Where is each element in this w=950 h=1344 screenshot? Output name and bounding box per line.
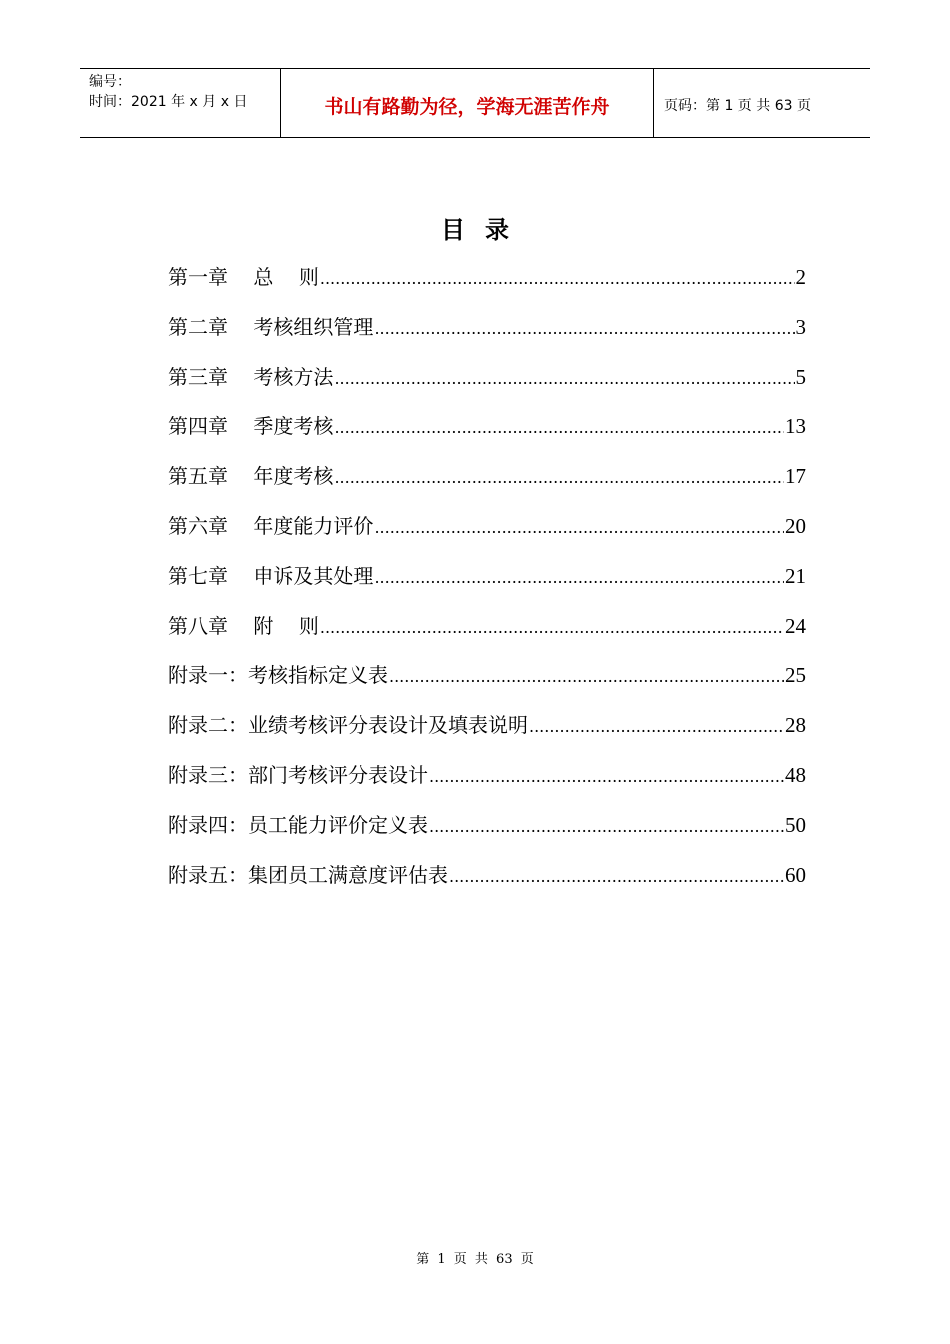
toc-entry[interactable] (168, 609, 806, 659)
toc-entry-label: 附录二：业绩考核评分表设计及填表说明 (168, 713, 528, 738)
toc-entry-label: 第三章 考核方法 (168, 364, 334, 389)
toc-entry-label: 附录五：集团员工满意度评估表 (168, 862, 448, 887)
table-of-contents (168, 260, 806, 907)
toc-entry-page: 48 (785, 762, 806, 787)
toc-leader-dots (334, 411, 784, 445)
toc-entry-label: 附录一：考核指标定义表 (168, 663, 388, 688)
toc-entry-page: 21 (785, 563, 806, 588)
toc-entry-label: 第八章 附 则 (168, 613, 319, 638)
toc-title: 目录 (441, 216, 529, 244)
toc-entry[interactable] (168, 260, 806, 310)
toc-entry-label: 附录三：部门考核评分表设计 (168, 762, 428, 787)
toc-entry-page: 5 (795, 364, 806, 389)
toc-entry-page: 20 (785, 513, 806, 538)
toc-leader-dots (449, 860, 784, 894)
toc-entry[interactable] (168, 459, 806, 509)
toc-leader-dots (389, 660, 784, 694)
toc-entry-page: 50 (785, 812, 806, 837)
toc-entry-label: 第六章 年度能力评价 (168, 513, 374, 538)
toc-entry[interactable] (168, 509, 806, 559)
toc-leader-dots (529, 710, 784, 744)
toc-leader-dots (374, 511, 784, 545)
toc-entry[interactable] (168, 808, 806, 858)
toc-entry-label: 第五章 年度考核 (168, 464, 334, 489)
toc-entry-label: 附录四：员工能力评价定义表 (168, 812, 428, 837)
toc-entry-label: 第一章 总 则 (168, 265, 319, 289)
toc-leader-dots (429, 760, 784, 794)
toc-entry-page: 13 (785, 414, 806, 439)
toc-entry[interactable] (168, 360, 806, 410)
header-page-info: 页码：第 1 页 共 63 页 (664, 98, 811, 114)
document-number-label: 编号： (89, 74, 131, 90)
toc-leader-dots (320, 611, 784, 645)
toc-entry[interactable] (168, 758, 806, 808)
toc-leader-dots (320, 262, 795, 296)
toc-entry[interactable] (168, 310, 806, 360)
toc-entry-page: 25 (785, 663, 806, 688)
header-motto: 书山有路勤为径，学海无涯苦作舟 (281, 69, 654, 137)
toc-entry-label: 第七章 申诉及其处理 (168, 563, 374, 588)
page-footer: 第 1 页 共 63 页 (416, 1252, 534, 1267)
header-meta-cell (80, 69, 281, 137)
toc-entry-label: 第四章 季度考核 (168, 414, 334, 439)
toc-entry-label: 第二章 考核组织管理 (168, 314, 374, 339)
toc-entry-page: 24 (785, 613, 806, 638)
page-header (80, 68, 870, 138)
document-time-label: 时间：2021 年 x 月 x 日 (89, 94, 248, 110)
toc-entry-page: 2 (795, 265, 806, 289)
toc-entry-page: 60 (785, 862, 806, 887)
toc-leader-dots (374, 312, 794, 346)
toc-leader-dots (334, 461, 784, 495)
toc-entry-page: 28 (785, 713, 806, 738)
toc-entry[interactable] (168, 658, 806, 708)
toc-entry[interactable] (168, 409, 806, 459)
toc-leader-dots (429, 810, 784, 844)
toc-entry[interactable] (168, 559, 806, 609)
toc-entry[interactable] (168, 708, 806, 758)
toc-leader-dots (374, 561, 784, 595)
toc-entry-page: 17 (785, 464, 806, 489)
toc-leader-dots (334, 362, 794, 396)
toc-entry-page: 3 (795, 314, 806, 339)
toc-entry[interactable] (168, 858, 806, 908)
